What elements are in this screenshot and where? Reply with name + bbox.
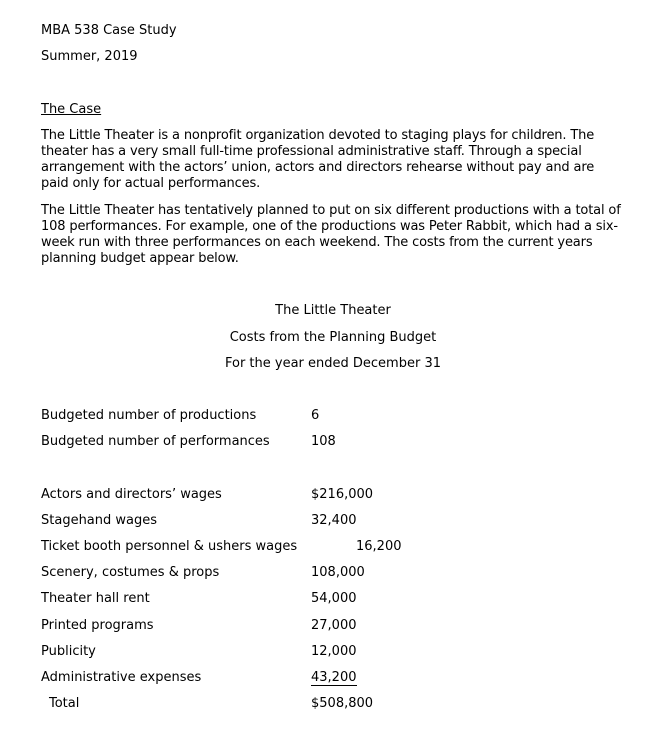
budget-title: The Little Theater: [275, 303, 391, 318]
cost-label: Actors and directors’ wages: [41, 487, 222, 502]
case-paragraph-1: The Little Theater is a nonprofit organization devoted to staging plays for children. The theater has a very small full-time professional administrative staff. Through a special arrangement with the actors’ union, actors and directors rehearse without pay and are paid only for actual performances.: [41, 128, 595, 191]
cost-value-underlined: 43,200: [311, 670, 357, 685]
budget-subtitle: Costs from the Planning Budget: [229, 330, 437, 345]
cost-value: 27,000: [311, 618, 357, 633]
cost-value: 54,000: [311, 591, 357, 606]
section-heading: The Case: [41, 102, 102, 117]
productions-label: Budgeted number of productions: [41, 408, 257, 423]
case-paragraph-2: The Little Theater has tentatively planned to put on six different productions with a total of 108 performances. For example, one of the productions was Peter Rabbit, which had a six-week run with three performances on each weekend. The costs from the current years planning budget appear below.: [41, 203, 621, 266]
performances-label: Budgeted number of performances: [41, 434, 270, 449]
total-label: Total: [49, 696, 80, 711]
cost-value: 32,400: [311, 513, 357, 528]
course-title: MBA 538 Case Study: [41, 23, 177, 38]
cost-label: Printed programs: [41, 618, 154, 633]
cost-value: 108,000: [311, 565, 365, 580]
total-value: $508,800: [311, 696, 374, 711]
cost-label: Theater hall rent: [41, 591, 150, 606]
cost-label: Ticket booth personnel & ushers wages: [41, 539, 298, 554]
cost-value: 12,000: [311, 644, 357, 659]
cost-label: Stagehand wages: [41, 513, 158, 528]
cost-label: Publicity: [41, 644, 96, 659]
cost-value: 16,200: [356, 539, 402, 554]
course-term: Summer, 2019: [41, 49, 138, 64]
budget-period: For the year ended December 31: [224, 356, 441, 371]
productions-value: 6: [311, 408, 320, 423]
performances-value: 108: [311, 434, 336, 449]
cost-value: $216,000: [311, 487, 374, 502]
cost-label: Scenery, costumes & props: [41, 565, 220, 580]
cost-label: Administrative expenses: [41, 670, 202, 685]
